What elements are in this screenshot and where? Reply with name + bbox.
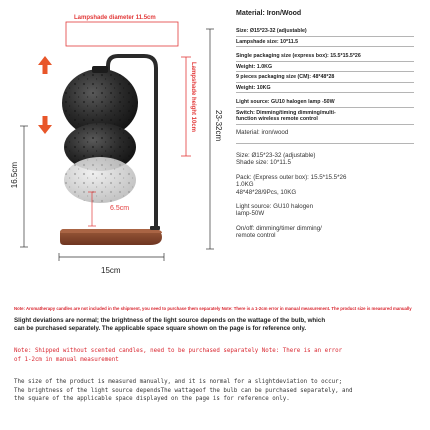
note-gray-line-3: the square of the applicable space displayed on the page is for reference only. [14, 396, 290, 403]
spec-nine-pack: 9 pieces packaging size (CM): 48*48*28 [236, 74, 335, 80]
spec-weight-2: Weight: 10KG [236, 84, 271, 91]
spec-pack-light: Pack: (Express outer box): 15.5*15.5*26 [236, 173, 347, 181]
note-gray-line-2: The brightness of the light source dependsThe wattageof the bulb can be purchased separately, and [14, 387, 353, 394]
spec-onoff-1: On/off: dimming/timer dimming/ [236, 224, 322, 232]
spec-onoff-2: remote control [236, 232, 276, 240]
divider [236, 46, 414, 47]
spec-weight-light: 1.0KG [236, 181, 254, 189]
note-red-line-1: Note: Shipped without scented candles, need to be purchased separately Note: There is an error [14, 347, 343, 354]
spec-material: Material: iron/wood [236, 128, 289, 136]
spec-panel [236, 10, 426, 240]
note-bold-line-1: Slight deviations are normal; the brightness of the light source depends on the wattage of the bulb, which [14, 316, 326, 324]
total-height-label: 23-32cm [214, 110, 223, 142]
spec-single-pack: Single packaging size (express box): 15.5*15.5*26 [236, 53, 361, 59]
base-width-label: 15cm [101, 266, 121, 275]
divider [236, 143, 414, 144]
wooden-base [60, 226, 162, 245]
divider [236, 82, 414, 83]
notes-section [14, 306, 418, 404]
inner-gap-label: 6.5cm [110, 205, 130, 212]
lamp-illustration [0, 0, 232, 290]
lampshade-height-label: Lampshade height 10cm [190, 62, 196, 133]
divider [236, 36, 414, 37]
lower-height-label: 16.5cm [10, 162, 19, 189]
spec-light-source-1: Light source: GU10 halogen [236, 202, 314, 210]
divider [236, 107, 414, 108]
divider [236, 71, 414, 72]
spec-weight-1: Weight: 1.0KG [236, 63, 273, 70]
spec-pack9-light: 48*48*28/9Pcs, 10KG [236, 188, 297, 196]
note-bold [14, 317, 418, 333]
diameter-bracket [66, 22, 178, 46]
divider [236, 92, 414, 93]
spec-size: Size: Ø15*23-32 (adjustable) [236, 28, 307, 34]
lower-lampshade-ghost [64, 157, 136, 203]
spec-switch-line-1: Switch: Dimming/timing dimming/multi- [236, 109, 336, 116]
note-gray [14, 378, 418, 404]
lower-height-bracket [20, 126, 28, 247]
divider [236, 61, 414, 62]
note-gray-line-1: The size of the product is measured manually, and it is normal for a slightdeviation to occur; [14, 379, 343, 386]
note-red-line-2: of 1-2cm in manual measurement [14, 356, 119, 363]
product-dimension-figure [0, 0, 232, 290]
spec-switch-line-2: function wireless remote control [236, 116, 318, 122]
note-bold-line-2: can be purchased separately. The applicable space square shown on the page is for reference only. [14, 324, 307, 332]
total-height-bracket [206, 29, 214, 249]
lampshade-diameter-label: Lampshade diameter 11.5cm [74, 15, 156, 21]
note-red-small: Note: Aromatherapy candles are not included in the shipment, you need to purchase them separately Note: There is a 1-2cm error in manual measurement. The product size is measured manually [14, 306, 412, 311]
spec-lampshade-size: Lampshade size: 10*11.5 [236, 38, 299, 45]
base-width-bracket [59, 253, 164, 261]
spec-light-source-2: lamp-50W [236, 210, 265, 218]
spec-size-light: Size: Ø15*23-32 (adjustable) [236, 151, 316, 159]
spec-shade-size-light: Shade size: 10*11.5 [236, 159, 291, 167]
divider [236, 124, 414, 125]
up-down-arrows-icon [38, 56, 52, 134]
spec-material-title: Material: Iron/Wood [236, 10, 302, 17]
note-red [14, 347, 418, 364]
spec-light-source: Light source: GU10 halogen lamp -50W [236, 99, 335, 105]
